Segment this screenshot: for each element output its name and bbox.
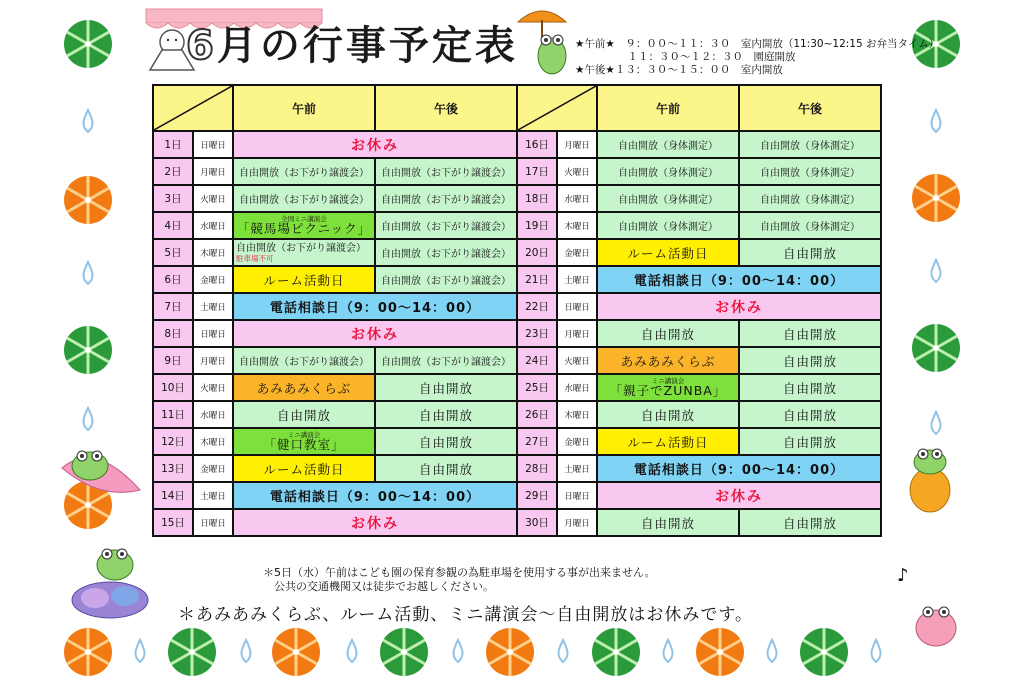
weekday-cell: 月曜日 [193,347,233,374]
weekday-cell: 火曜日 [193,374,233,401]
table-row [517,347,881,374]
notes [263,566,656,594]
day-cell: 14日 [153,482,193,509]
weekday-cell: 木曜日 [557,401,597,428]
table-row [517,401,881,428]
event-cell-am: あみあみくらぶ [597,347,739,374]
umbrella-icon [800,628,848,676]
event-cell-pm: 自由開放 [739,509,881,536]
event-cell-am: あみあみくらぶ [233,374,375,401]
event-cell-pm: 自由開放（身体測定） [739,185,881,212]
bottom-note: ＊あみあみくらぶ、ルーム活動、ミニ講演会～自由開放はお休みです。 [178,605,753,625]
weekday-cell: 日曜日 [193,131,233,158]
event-cell-pm: 自由開放 [739,401,881,428]
day-cell: 6日 [153,266,193,293]
day-cell: 4日 [153,212,193,239]
page-title [186,23,518,69]
event-cell-pm: 自由開放 [739,320,881,347]
event-cell-am [233,212,375,239]
weekday-cell: 日曜日 [557,482,597,509]
frog-raincoat-icon [910,449,950,512]
event-cell-am: ルーム活動日 [597,239,739,266]
day-cell: 19日 [517,212,557,239]
umbrella-icon [486,628,534,676]
raindrop-icon [135,640,144,662]
raindrop-icon [83,408,92,430]
umbrella-icon [912,174,960,222]
day-cell: 17日 [517,158,557,185]
table-row [517,158,881,185]
event-cell-am: ルーム活動日 [597,428,739,455]
table-row [153,374,517,401]
event-cell-pm: 自由開放（お下がり譲渡会） [375,158,517,185]
event-cell-am [597,374,739,401]
weekday-cell: 水曜日 [557,374,597,401]
raindrop-icon [663,640,672,662]
weekday-cell: 木曜日 [193,239,233,266]
umbrella-icon [272,628,320,676]
event-cell-am: 自由開放 [597,509,739,536]
event-subtitle: ミニ講演会 [651,377,685,385]
event-title: 「親子でZUNBA」 [609,383,727,398]
day-cell: 25日 [517,374,557,401]
event-cell-am [233,428,375,455]
table-row [517,212,881,239]
day-cell: 23日 [517,320,557,347]
day-cell: 1日 [153,131,193,158]
umbrella-icon [64,176,112,224]
event-cell-pm: 自由開放（身体測定） [739,158,881,185]
event-cell-pm: 自由開放 [739,347,881,374]
table-row [153,401,517,428]
umbrella-icon [592,628,640,676]
raindrop-icon [871,640,880,662]
weekday-cell: 月曜日 [193,158,233,185]
event-cell-am: 自由開放 [233,401,375,428]
hours-line: ★午前★ ９：００～１１：３０ 室内開放（11:30~12:15 お弁当タイム） [575,38,940,50]
event-cell-pm: 自由開放 [375,374,517,401]
weekday-cell: 日曜日 [193,320,233,347]
table-row [517,320,881,347]
closed-day-cell: お休み [233,320,517,347]
raindrop-icon [931,260,940,282]
table-row [153,482,517,509]
weekday-cell: 木曜日 [193,428,233,455]
event-cell-pm: 自由開放 [739,239,881,266]
day-cell: 7日 [153,293,193,320]
day-cell: 3日 [153,185,193,212]
day-cell: 22日 [517,293,557,320]
weekday-cell: 火曜日 [557,347,597,374]
hours-info [575,38,939,77]
pink-frog-icon [916,607,956,646]
closed-day-cell: お休み [597,293,881,320]
phone-consult-cell: 電話相談日（9：00～14：00） [233,293,517,320]
weekday-cell: 水曜日 [557,185,597,212]
closed-day-cell: お休み [597,482,881,509]
event-subtitle: ミニ講演会 [287,431,321,439]
note-line: ＊5日（水）午前はこども園の保育参観の為駐車場を使用する事が出来ません。 [263,566,656,579]
table-row [517,293,881,320]
table-row [153,158,517,185]
weekday-cell: 火曜日 [557,158,597,185]
header-pm: 午後 [375,85,517,131]
music-note-icon: ♪ [897,565,909,586]
day-cell: 21日 [517,266,557,293]
schedule-table-left [152,84,518,537]
weekday-cell: 日曜日 [557,293,597,320]
table-row [153,293,517,320]
day-cell: 8日 [153,320,193,347]
event-cell-pm: 自由開放（お下がり譲渡会） [375,185,517,212]
table-row [517,455,881,482]
umbrella-icon [380,628,428,676]
weekday-cell: 金曜日 [193,266,233,293]
event-cell-am: ルーム活動日 [233,266,375,293]
event-cell-pm: 自由開放（お下がり譲渡会） [375,239,517,266]
title-text: 月の行事予定表 [216,23,518,69]
day-cell: 12日 [153,428,193,455]
weekday-cell: 土曜日 [557,266,597,293]
event-cell-pm: 自由開放（お下がり譲渡会） [375,266,517,293]
event-cell-am: ルーム活動日 [233,455,375,482]
event-cell-am: 自由開放（身体測定） [597,185,739,212]
event-warning: 駐車場不可 [236,253,274,263]
day-cell: 9日 [153,347,193,374]
hours-line: ★午後★１３：３０～１５：００ 室内開放 [575,64,783,76]
weekday-cell: 水曜日 [193,401,233,428]
day-cell: 18日 [517,185,557,212]
day-cell: 27日 [517,428,557,455]
event-cell-am: 自由開放 [597,401,739,428]
weekday-cell: 月曜日 [557,509,597,536]
umbrella-icon [912,324,960,372]
table-row [517,509,881,536]
event-cell-am: 自由開放（身体測定） [597,158,739,185]
weekday-cell: 月曜日 [557,320,597,347]
day-cell: 15日 [153,509,193,536]
weekday-cell: 月曜日 [557,131,597,158]
table-row [153,347,517,374]
event-cell-am: 自由開放（お下がり譲渡会） [233,158,375,185]
day-cell: 24日 [517,347,557,374]
raindrop-icon [558,640,567,662]
note-line: 公共の交通機関又は徒歩でお越しください。 [263,580,494,593]
weekday-cell: 土曜日 [193,482,233,509]
raindrop-icon [931,110,940,132]
schedule-table-right [516,84,882,537]
event-cell-am: 自由開放（お下がり譲渡会） [233,347,375,374]
event-title: 「競馬場ピクニック」 [236,221,372,236]
day-cell: 2日 [153,158,193,185]
event-cell-pm: 自由開放 [375,401,517,428]
table-row [153,509,517,536]
umbrella-icon [64,326,112,374]
weekday-cell: 水曜日 [193,212,233,239]
table-row [517,239,881,266]
day-cell: 29日 [517,482,557,509]
frog-umbrella-icon [518,11,566,74]
table-row [153,185,517,212]
header-corner [517,85,597,131]
event-cell-pm: 自由開放 [375,455,517,482]
phone-consult-cell: 電話相談日（9：00～14：00） [233,482,517,509]
weekday-cell: 金曜日 [557,239,597,266]
day-cell: 26日 [517,401,557,428]
table-row [153,455,517,482]
header-am: 午前 [233,85,375,131]
raindrop-icon [453,640,462,662]
event-cell-pm: 自由開放 [739,374,881,401]
header-am: 午前 [597,85,739,131]
event-cell-pm: 自由開放 [375,428,517,455]
table-row [153,266,517,293]
phone-consult-cell: 電話相談日（9：00～14：00） [597,266,881,293]
event-cell-am: 自由開放（お下がり譲渡会） [233,185,375,212]
umbrella-icon [696,628,744,676]
event-cell-pm: 自由開放（お下がり譲渡会） [375,212,517,239]
weekday-cell: 土曜日 [193,293,233,320]
weekday-cell: 土曜日 [557,455,597,482]
table-row [153,320,517,347]
closed-day-cell: お休み [233,131,517,158]
weekday-cell: 木曜日 [557,212,597,239]
event-subtitle: 全国ミニ講演会 [281,215,327,223]
title-month: 6 [186,23,217,69]
table-row [153,428,517,455]
table-row [517,266,881,293]
table-row [153,212,517,239]
table-row [517,374,881,401]
day-cell: 28日 [517,455,557,482]
header-corner [153,85,233,131]
raindrop-icon [767,640,776,662]
table-row [517,185,881,212]
event-title: 自由開放（お下がり譲渡会） [236,242,366,254]
table-row [517,131,881,158]
weekday-cell: 金曜日 [193,455,233,482]
event-cell-pm: 自由開放（身体測定） [739,212,881,239]
phone-consult-cell: 電話相談日（9：00～14：00） [597,455,881,482]
raindrop-icon [347,640,356,662]
umbrella-icon [64,628,112,676]
umbrella-icon [64,20,112,68]
day-cell: 10日 [153,374,193,401]
event-cell-pm: 自由開放 [739,428,881,455]
event-cell-pm: 自由開放（お下がり譲渡会） [375,347,517,374]
day-cell: 13日 [153,455,193,482]
event-cell-am: 自由開放（身体測定） [597,212,739,239]
day-cell: 16日 [517,131,557,158]
event-cell-am: 自由開放（身体測定） [597,131,739,158]
raindrop-icon [83,110,92,132]
day-cell: 11日 [153,401,193,428]
event-cell-pm: 自由開放（身体測定） [739,131,881,158]
hours-line: １１：３０～１２：３０ 園庭開放 [575,51,796,63]
frog-hydrangea-icon [72,549,148,618]
event-title: 「健口教室」 [263,437,345,452]
raindrop-icon [83,262,92,284]
weekday-cell: 日曜日 [193,509,233,536]
weekday-cell: 金曜日 [557,428,597,455]
weekday-cell: 火曜日 [193,185,233,212]
table-row [153,131,517,158]
raindrop-icon [931,412,940,434]
table-row [517,482,881,509]
header-pm: 午後 [739,85,881,131]
table-row [517,428,881,455]
table-row [153,239,517,266]
event-cell-am: 自由開放 [597,320,739,347]
day-cell: 5日 [153,239,193,266]
day-cell: 20日 [517,239,557,266]
raindrop-icon [241,640,250,662]
day-cell: 30日 [517,509,557,536]
event-cell-am [233,239,375,266]
umbrella-icon [168,628,216,676]
closed-day-cell: お休み [233,509,517,536]
